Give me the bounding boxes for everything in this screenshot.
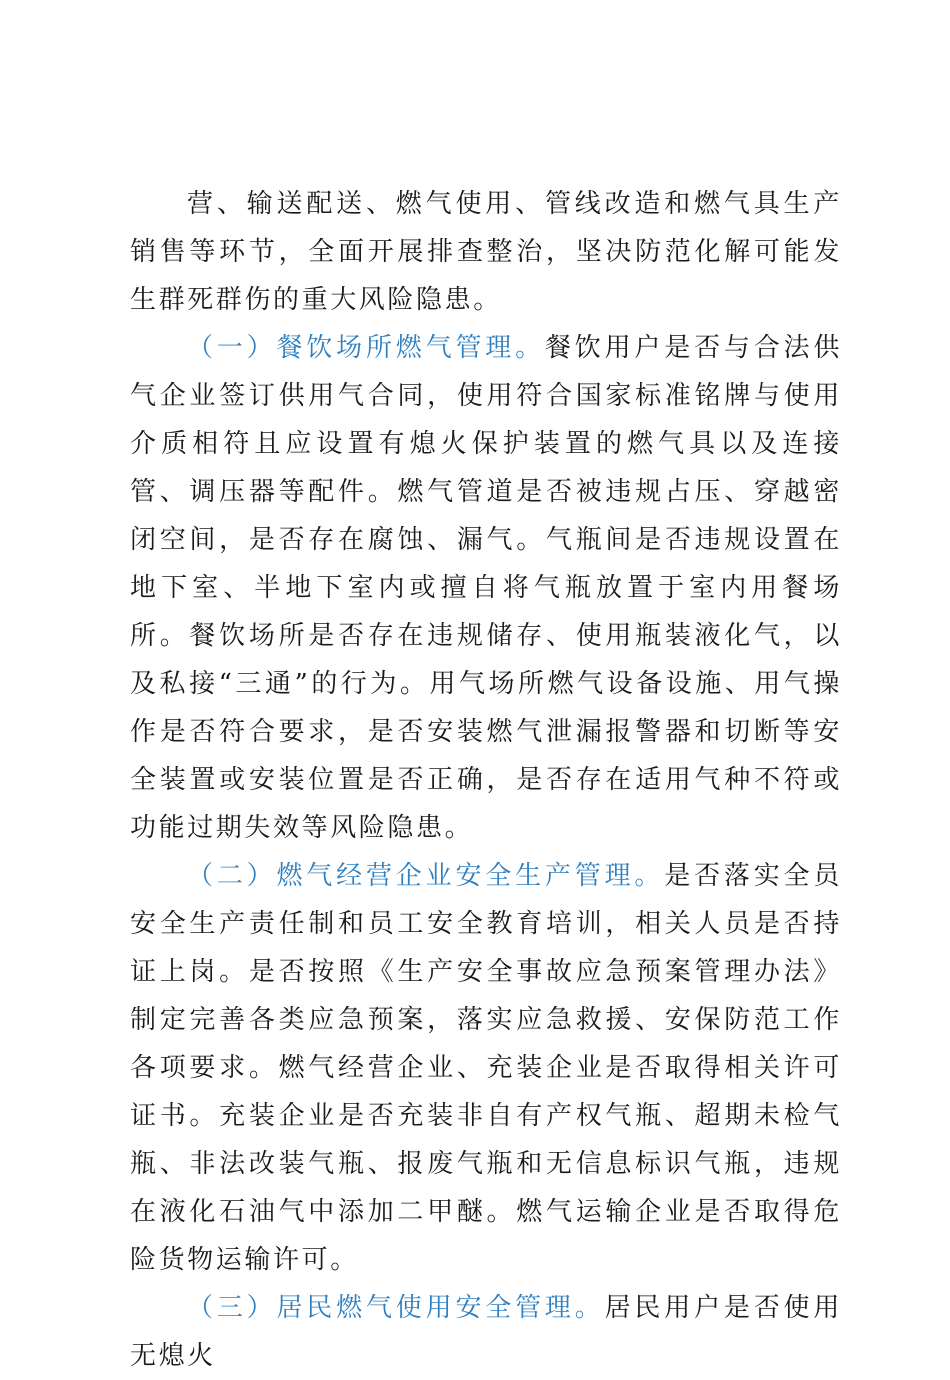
body-text <box>130 180 842 1380</box>
section-heading-residential: （三）居民燃气使用安全管理。 <box>187 1293 605 1323</box>
paragraph-text: 营、输送配送、燃气使用、管线改造和燃气具生产销售等环节，全面开展排查整治，坚决防范化解可能发生群死群伤的重大风险隐患。 <box>130 189 842 315</box>
section-heading-enterprises: （二）燃气经营企业安全生产管理。 <box>187 861 665 891</box>
paragraph-continuation <box>130 180 842 324</box>
paragraph-text: 是否落实全员安全生产责任制和员工安全教育培训，相关人员是否持证上岗。是否按照《生产安全事故应急预案管理办法》制定完善各类应急预案，落实应急救援、安保防范工作各项要求。燃气经营企业、充装企业是否取得相关许可证书。充装企业是否充装非自有产权气瓶、超期未检气瓶、非法改装气瓶、报废气瓶和无信息标识气瓶，违规在液化石油气中添加二甲醚。燃气运输企业是否取得危险货物运输许可。 <box>130 861 842 1275</box>
paragraph-residential <box>130 1284 842 1380</box>
paragraph-dining-venues <box>130 324 842 852</box>
section-heading-dining: （一）餐饮场所燃气管理。 <box>187 333 545 363</box>
paragraph-text: 餐饮用户是否与合法供气企业签订供用气合同，使用符合国家标准铭牌与使用介质相符且应设置有熄火保护装置的燃气具以及连接管、调压器等配件。燃气管道是否被违规占压、穿越密闭空间，是否存在腐蚀、漏气。气瓶间是否违规设置在地下室、半地下室内或擅自将气瓶放置于室内用餐场所。餐饮场所是否存在违规储存、使用瓶装液化气，以及私接“三通”的行为。用气场所燃气设备设施、用气操作是否符合要求，是否安装燃气泄漏报警器和切断等安全装置或安装位置是否正确，是否存在适用气种不符或功能过期失效等风险隐患。 <box>130 333 842 843</box>
paragraph-text: 居民用户是否使用无熄火 <box>130 1293 842 1371</box>
paragraph-gas-enterprises <box>130 852 842 1284</box>
